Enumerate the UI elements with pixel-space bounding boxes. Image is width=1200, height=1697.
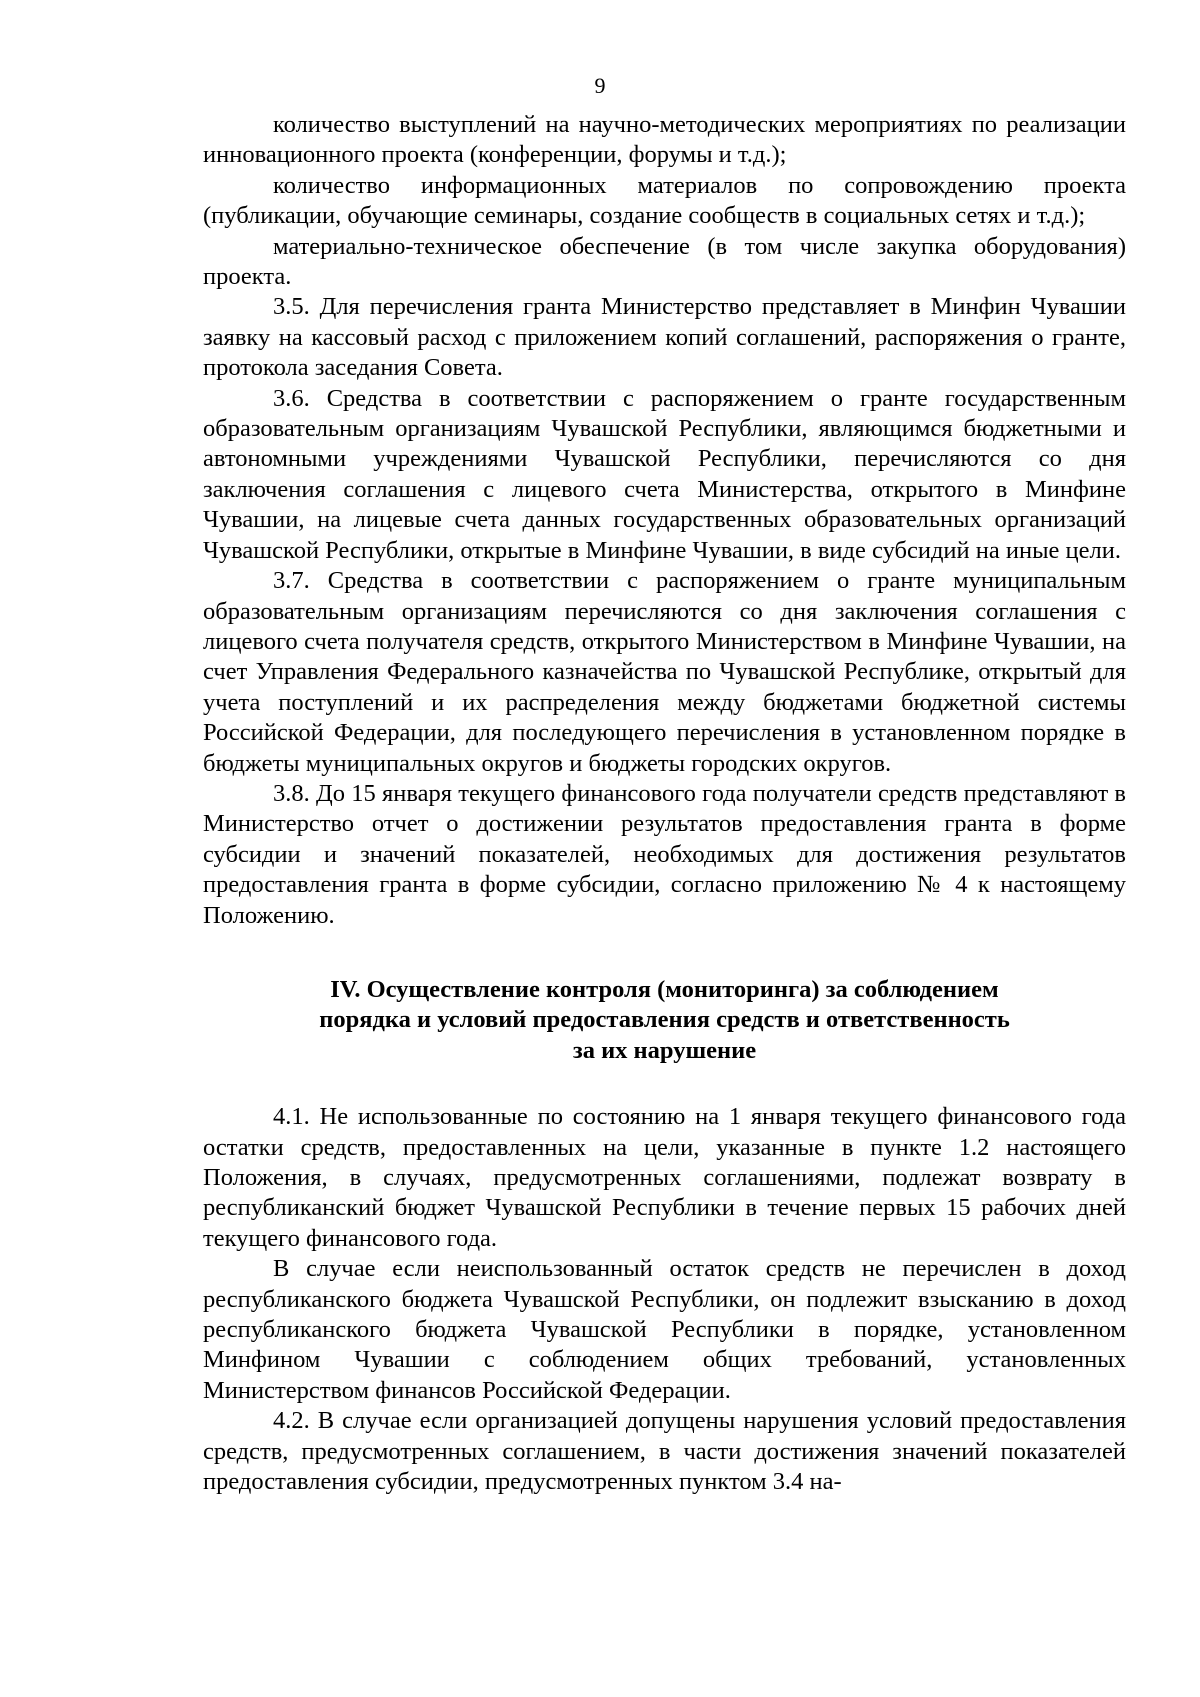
paragraph-unused-balance: В случае если неиспользованный остаток средств не перечислен в доход республиканского бюджета Чувашской Республики, он подлежит взысканию в доход республиканского бюджета Чувашской Республики в порядке, установленном Минфином Чувашии с соблюдением общих требований, установленных Министерством финансов Российской Федерации. [203, 1255, 1126, 1404]
paragraph-4-1: 4.1. Не использованные по состоянию на 1 января текущего финансового года остатки средств, предоставленных на цели, указанные в пункте 1.2 настоящего Положения, в случаях, предусмотренных соглашениями, подлежат возврату в республиканский бюджет Чувашской Республики в течение первых 15 рабочих дней текущего финансового года. [203, 1103, 1126, 1252]
section-heading-line: IV. Осуществление контроля (мониторинга) за соблюдением [330, 975, 999, 1003]
section-heading-line: за их нарушение [572, 1036, 757, 1064]
section-heading-line: порядка и условий предоставления средств и ответственность [319, 1006, 1010, 1034]
paragraph-3-8: 3.8. До 15 января текущего финансового года получатели средств представляют в Министерство отчет о достижении результатов предоставления гранта в форме субсидии и значений показателей, необходимых для достижения результатов предоставления гранта в форме субсидии, согласно приложению № 4 к настоящему Положению. [203, 779, 1126, 929]
section-heading-iv [203, 975, 1126, 1066]
paragraph-3-7: 3.7. Средства в соответствии с распоряжением о гранте муниципальным образовательным организациям перечисляются со дня заключения соглашения с лицевого счета получателя средств, открытого Министерством в Минфине Чувашии, на счет Управления Федерального казначейства по Чувашской Республике, открытый для учета поступлений и их распределения между бюджетами бюджетной системы Российской Федерации, для последующего перечисления в установленном порядке в бюджеты муниципальных округов и бюджеты городских округов. [203, 567, 1126, 777]
paragraph-speeches-count: количество выступлений на научно-методических мероприятиях по реализации инновационного проекта (конференции, форумы и т.д.); [203, 111, 1126, 169]
paragraph-material-support: материально-техническое обеспечение (в том числе закупка оборудования) проекта. [203, 232, 1126, 291]
page-number: 9 [594, 73, 606, 98]
paragraph-4-2: 4.2. В случае если организацией допущены нарушения условий предоставления средств, предусмотренных соглашением, в части достижения значений показателей предоставления субсидии, предусмотренных пунктом 3.4 на- [203, 1407, 1126, 1496]
paragraph-info-materials-count: количество информационных материалов по сопровождению проекта (публикации, обучающие семинары, создание сообществ в социальных сетях и т.д.); [203, 171, 1126, 230]
document-body [203, 110, 1126, 1497]
paragraph-3-6: 3.6. Средства в соответствии с распоряжением о гранте государственным образовательным организациям Чувашской Республики, являющимся бюджетными и автономными учреждениями Чувашской Республики, перечисляются со дня заключения соглашения с лицевого счета Министерства, открытого в Минфине Чувашии, на лицевые счета данных государственных образовательных организаций Чувашской Республики, открытые в Минфине Чувашии, в виде субсидий на иные цели. [203, 384, 1126, 564]
paragraph-3-5: 3.5. Для перечисления гранта Министерство представляет в Минфин Чувашии заявку на кассовый расход с приложением копий соглашений, распоряжения о гранте, протокола заседания Совета. [203, 293, 1126, 382]
